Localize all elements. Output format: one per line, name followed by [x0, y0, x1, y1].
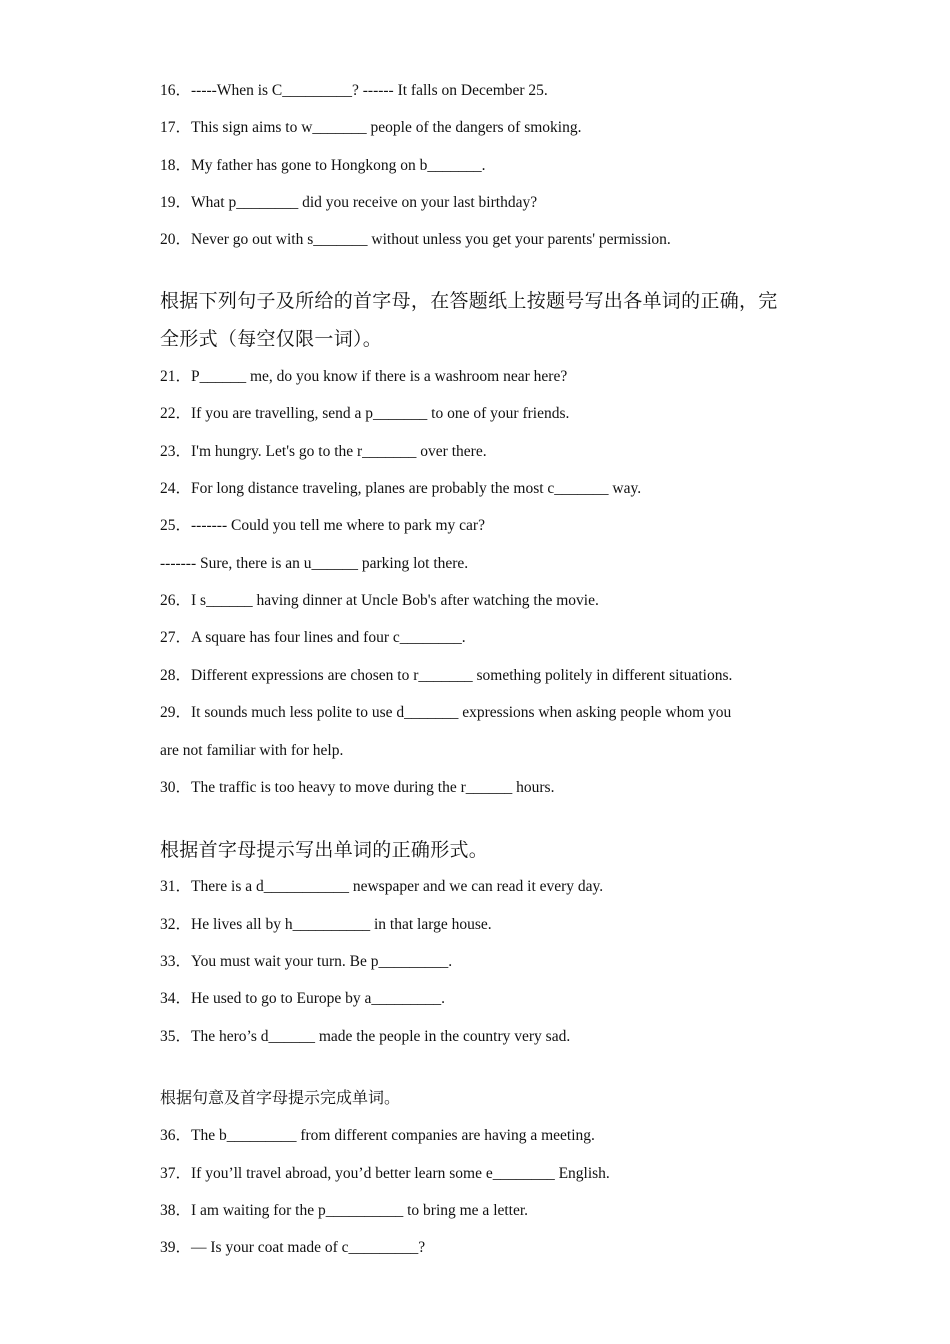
question-21: 21．P______ me, do you know if there is a washroom near here? [160, 368, 568, 385]
question-16: 16．-----When is C_________? ------ It falls on December 25. [160, 82, 548, 99]
question-19: 19．What p________ did you receive on your last birthday? [160, 194, 538, 211]
question-29: 29．It sounds much less polite to use d_______ expressions when asking people whom you [160, 704, 732, 721]
question-28: 28．Different expressions are chosen to r_______ something politely in different situations. [160, 667, 733, 684]
section2-heading-line1: 根据下列句子及所给的首字母，在答题纸上按题号写出各单词的正确，完 [160, 291, 778, 312]
question-17: 17．This sign aims to w_______ people of the dangers of smoking. [160, 119, 582, 136]
question-35: 35．The hero’s d______ made the people in the country very sad. [160, 1028, 571, 1045]
question-23: 23．I'm hungry. Let's go to the r_______ over there. [160, 443, 487, 460]
question-33: 33．You must wait your turn. Be p_________. [160, 953, 453, 970]
section2-heading-line2: 全形式（每空仅限一词）。 [160, 329, 383, 350]
question-38: 38．I am waiting for the p__________ to bring me a letter. [160, 1202, 529, 1219]
question-22: 22．If you are travelling, send a p_______ to one of your friends. [160, 405, 570, 422]
question-20: 20．Never go out with s_______ without unless you get your parents' permission. [160, 231, 671, 248]
question-34: 34．He used to go to Europe by a_________. [160, 990, 445, 1007]
question-29-continued: are not familiar with for help. [160, 742, 344, 759]
question-25-answer-line: ------- Sure, there is an u______ parking lot there. [160, 555, 469, 572]
question-39: 39．— Is your coat made of c_________? [160, 1239, 426, 1256]
section4-heading: 根据句意及首字母提示完成单词。 [160, 1090, 401, 1107]
question-32: 32．He lives all by h__________ in that large house. [160, 916, 492, 933]
question-26: 26．I s______ having dinner at Uncle Bob's after watching the movie. [160, 592, 599, 609]
question-36: 36．The b_________ from different companies are having a meeting. [160, 1127, 595, 1144]
question-27: 27．A square has four lines and four c________. [160, 629, 466, 646]
question-37: 37．If you’ll travel abroad, you’d better learn some e________ English. [160, 1165, 610, 1182]
question-24: 24．For long distance traveling, planes are probably the most c_______ way. [160, 480, 642, 497]
question-30: 30．The traffic is too heavy to move during the r______ hours. [160, 779, 555, 796]
question-18: 18．My father has gone to Hongkong on b_______. [160, 157, 486, 174]
section3-heading: 根据首字母提示写出单词的正确形式。 [160, 840, 489, 861]
question-25: 25．------- Could you tell me where to park my car? [160, 517, 485, 534]
question-31: 31．There is a d___________ newspaper and we can read it every day. [160, 878, 604, 895]
